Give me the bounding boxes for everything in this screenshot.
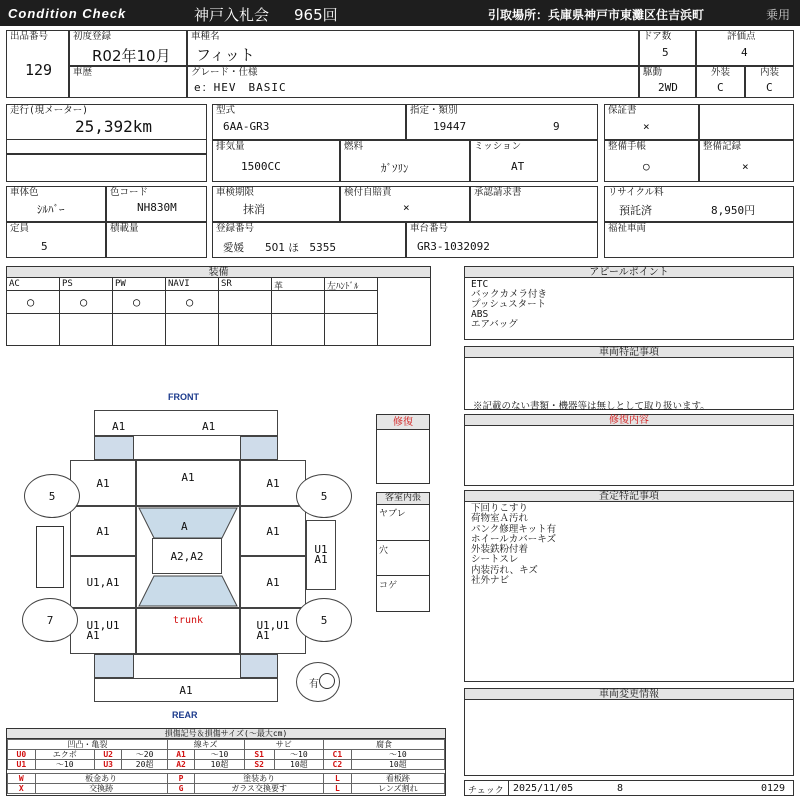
check-date: 2025/11/05 — [513, 783, 574, 794]
inspection-note-line: 外装鉄粉付着 — [471, 544, 529, 556]
equipment-item-box — [7, 290, 60, 314]
wheel-rear-left[interactable] — [22, 598, 78, 642]
history-label: 車歴 — [73, 67, 93, 78]
rear-label: REAR — [172, 710, 198, 720]
appeal-line: エアバッグ — [471, 319, 518, 330]
manual-value: ○ — [643, 160, 650, 173]
wheel-front-left[interactable] — [24, 474, 80, 518]
form-title: Condition Check — [8, 6, 127, 21]
front-label: FRONT — [168, 392, 199, 402]
first-reg-cell — [69, 30, 187, 66]
displacement-label: 排気量 — [216, 141, 245, 152]
equipment-item — [166, 278, 219, 346]
label-hood: A1 — [181, 471, 195, 484]
exterior-label: 外装 — [711, 67, 731, 78]
legend-cell: X — [8, 784, 36, 794]
vehicle-category: 乗用 — [766, 8, 791, 22]
wheel-front-right[interactable] — [296, 474, 352, 518]
inspection-note-line: シートスレ — [471, 554, 519, 566]
cabin-divider-1 — [377, 540, 429, 541]
spare-tire-icon — [319, 673, 335, 689]
grade-cell — [187, 66, 639, 98]
interior-cell — [745, 66, 794, 98]
vehicle-name: フィット — [196, 46, 255, 64]
legend-cell: 20超 — [122, 760, 167, 770]
equipment-item-label: 左ﾊﾝﾄﾞﾙ — [327, 282, 359, 292]
legend-cell: C2 — [324, 760, 352, 770]
equipment-item-value: ○ — [80, 295, 88, 309]
legend-title: 損傷記号＆損傷サイズ(〜最大cm) — [7, 729, 445, 739]
capacity-value: 5 — [41, 240, 48, 253]
label-fender-right: A1 — [266, 476, 280, 490]
legend-cell: 10超 — [274, 760, 323, 770]
pickup-location: 引取場所：兵庫県神戸市東灘区住吉浜町 — [488, 8, 705, 22]
insurance-label: 検付自賠責 — [344, 187, 392, 198]
legend-cell: 板金あり — [35, 774, 167, 784]
capacity-cell — [6, 222, 106, 258]
color-label: 車体色 — [10, 187, 39, 198]
legend-cell: L — [324, 784, 352, 794]
equipment-item — [7, 278, 60, 346]
warranty-cell — [604, 104, 699, 140]
cabin-divider-2 — [377, 575, 429, 576]
record-cell — [699, 140, 794, 182]
record-label: 整備記録 — [703, 141, 742, 152]
equipment-grid — [7, 278, 430, 346]
legend-cell: C1 — [324, 750, 352, 760]
label-rear-bumper: A1 — [179, 683, 193, 697]
doors-value: 5 — [662, 46, 669, 59]
special-title: 車両特記事項 — [465, 347, 793, 358]
special-panel — [464, 346, 794, 410]
inspection-note-line: ホイールカバーキズ — [471, 533, 557, 545]
inspection-notes-panel — [464, 490, 794, 682]
grade-value: e：HEV BASIC — [194, 81, 287, 94]
name-label: 車種名 — [191, 31, 220, 42]
doors-label: ドア数 — [643, 31, 672, 42]
first-reg-label: 初度登録 — [73, 31, 112, 42]
legend-cell: 〜10 — [195, 750, 244, 760]
inspection-note-line: 荷物室Ａ汚れ — [471, 513, 529, 525]
equipment-panel — [6, 266, 431, 346]
changes-panel — [464, 688, 794, 776]
equipment-item-label: NAVI — [168, 279, 190, 289]
shade-rear-right — [240, 654, 278, 678]
approval-cell — [470, 186, 598, 222]
appeal-line: ETC — [471, 279, 489, 290]
chassis-cell — [406, 222, 598, 258]
panel-door-rear-left[interactable] — [70, 556, 136, 608]
appeal-line: バックカメラ付き — [471, 289, 548, 300]
transmission-cell — [470, 140, 598, 182]
appeal-list — [471, 280, 547, 330]
manual-cell — [604, 140, 699, 182]
chassis-label: 車台番号 — [410, 223, 449, 234]
legend-cell: 10超 — [195, 760, 244, 770]
appeal-line: ABS — [471, 309, 489, 320]
score-label: 評価点 — [727, 31, 756, 42]
legend-cell: W — [8, 774, 36, 784]
inspection-label: 車検期限 — [216, 187, 255, 198]
panel-door-rear-right[interactable] — [240, 556, 306, 608]
cabin-box-label: 客室内張 — [377, 493, 429, 505]
history-cell — [69, 66, 187, 98]
color-code-value: NH830M — [137, 201, 177, 214]
label-door-front-left: A1 — [96, 524, 110, 538]
panel-rear-bumper[interactable] — [94, 678, 278, 702]
label-front-right: A1 — [202, 420, 216, 433]
repair-box-label: 修復 — [377, 415, 429, 430]
welfare-label: 福祉車両 — [608, 223, 647, 234]
legend-group: 線キズ — [167, 740, 244, 750]
insurance-cell — [340, 186, 470, 222]
inspection-value: 抹消 — [243, 203, 265, 216]
plate-cell — [212, 222, 406, 258]
transmission-value: AT — [511, 160, 525, 173]
drive-cell — [639, 66, 696, 98]
inspection-note-line: 下回りこすり — [471, 503, 529, 514]
drive-label: 駆動 — [643, 67, 663, 78]
drive-value: 2WD — [658, 81, 678, 94]
inspection-cell — [212, 186, 340, 222]
check-footer — [464, 780, 794, 796]
displacement-value: 1500CC — [241, 160, 281, 173]
score-cell — [696, 30, 794, 66]
equipment-item-label: PS — [62, 279, 73, 289]
wheel-rear-right[interactable] — [296, 598, 352, 642]
legend-cell: S2 — [244, 760, 274, 770]
equipment-item-label: PW — [115, 279, 126, 289]
label-windshield: A — [181, 520, 188, 533]
label-door-rear-right: A1 — [266, 575, 280, 589]
check-label: チェック — [468, 786, 504, 796]
panel-quarter-left[interactable] — [70, 608, 136, 654]
spare-label: 有 — [309, 678, 319, 690]
label-front-left: A1 — [112, 420, 126, 433]
equipment-item-label: AC — [9, 279, 20, 289]
rear-glass — [139, 576, 237, 606]
inspection-note-line: 内装汚れ、キズ — [471, 564, 538, 576]
repair-content-title: 修復内容 — [465, 415, 793, 426]
label-quarter-left: U1,U1 A1 — [86, 619, 120, 642]
label-fender-left: A1 — [96, 476, 110, 490]
car-diagram — [0, 380, 460, 720]
lot-label: 出品番号 — [10, 31, 49, 42]
label-roof: A2,A2 — [170, 549, 204, 563]
equipment-item-box — [60, 290, 113, 314]
legend-cell: 交換跡 — [35, 784, 167, 794]
panel-roof[interactable] — [152, 538, 222, 574]
mileage-divider — [7, 139, 206, 140]
auction-session: 965回 — [294, 6, 338, 24]
manual-label: 整備手帳 — [608, 141, 647, 152]
inspection-notes-title: 査定特記事項 — [465, 491, 793, 502]
load-cell — [106, 222, 207, 258]
color-code-cell — [106, 186, 207, 222]
panel-pillar-left[interactable] — [36, 526, 64, 588]
equipment-item-value: ○ — [186, 295, 194, 309]
first-reg-value: R02年10月 — [92, 47, 171, 65]
label-door-rear-left: U1,A1 — [86, 575, 120, 589]
auction-name: 神戸入札会 — [194, 6, 270, 24]
inspection-notes-list — [471, 504, 556, 586]
appeal-panel — [464, 266, 794, 340]
legend-cell: U3 — [94, 760, 122, 770]
capacity-label: 定員 — [10, 223, 30, 234]
check-divider — [508, 781, 509, 795]
legend-panel — [6, 728, 446, 796]
inspection-note-line: 社外ナビ — [471, 575, 510, 587]
legend-cell: 〜10 — [274, 750, 323, 760]
displacement-cell — [212, 140, 340, 182]
label-wheel-rear-right: 5 — [320, 613, 328, 627]
mileage-cell — [6, 104, 207, 154]
fuel-value: ｶﾞｿﾘﾝ — [381, 162, 409, 175]
legend-cell: ガラス交換要す — [195, 784, 324, 794]
equipment-item — [60, 278, 113, 346]
recycle-cell — [604, 186, 794, 222]
legend-cell: 看板跡 — [351, 774, 444, 784]
cabin-item-burn: コゲ — [379, 581, 398, 591]
recycle-status: 預託済 — [619, 204, 652, 217]
exterior-cell — [696, 66, 745, 98]
check-number: 8 — [617, 783, 624, 794]
legend-cell: 〜20 — [122, 750, 167, 760]
equipment-item-box — [325, 290, 378, 314]
mileage-extra-cell — [6, 154, 207, 182]
grade-label: グレード・仕様 — [191, 67, 258, 78]
legend-cell: 10超 — [351, 760, 444, 770]
transmission-label: ミッション — [474, 141, 522, 152]
legend-cell: S1 — [244, 750, 274, 760]
legend-cell: 塗装あり — [195, 774, 324, 784]
score-value: 4 — [741, 46, 748, 59]
designation-cell — [406, 104, 598, 140]
cabin-item-hole: 穴 — [379, 546, 389, 556]
check-code: 0129 — [761, 783, 786, 794]
exterior-grade: C — [717, 81, 724, 94]
label-pillar-right: U1 A1 — [314, 543, 328, 566]
legend-cell: U1 — [8, 760, 36, 770]
fuel-label: 燃料 — [344, 141, 364, 152]
name-cell — [187, 30, 639, 66]
legend-cell: A1 — [167, 750, 195, 760]
equipment-item — [325, 278, 378, 346]
warranty-value: × — [643, 120, 650, 133]
equipment-item-value: ○ — [27, 295, 35, 309]
equipment-title: 装備 — [7, 267, 430, 278]
load-label: 積載量 — [110, 223, 139, 234]
legend-cell: エクボ — [35, 750, 94, 760]
designation-value: 19447 — [433, 120, 467, 133]
label-quarter-right: U1,U1 A1 — [256, 619, 290, 642]
legend-cell: U2 — [94, 750, 122, 760]
designation-label: 指定・類別 — [410, 105, 458, 116]
legend-table — [7, 739, 445, 794]
appeal-title: アピールポイント — [465, 267, 793, 278]
equipment-item-label: 革 — [274, 282, 284, 292]
plate-label: 登録番号 — [216, 223, 255, 234]
legend-group: 腐食 — [324, 740, 445, 750]
bumper-lower — [94, 436, 278, 460]
legend-cell: 〜10 — [35, 760, 94, 770]
legend-cell: U0 — [8, 750, 36, 760]
shade-rear-left — [94, 654, 134, 678]
recycle-fee: 8,950円 — [711, 204, 756, 217]
legend-cell: レンズ割れ — [351, 784, 444, 794]
equipment-item-box — [219, 290, 272, 314]
panel-hood[interactable] — [136, 460, 240, 506]
mileage-value: 25,392km — [75, 117, 153, 136]
legend-group: サビ — [244, 740, 323, 750]
equipment-item-box — [113, 290, 166, 314]
spare-tire[interactable] — [296, 662, 340, 702]
panel-door-front-left[interactable] — [70, 506, 136, 556]
equipment-item — [272, 278, 325, 346]
insurance-value: × — [403, 201, 410, 214]
equipment-item-value: ○ — [133, 295, 141, 309]
doors-cell — [639, 30, 696, 66]
legend-cell: 〜10 — [351, 750, 444, 760]
label-wheel-rear-left: 7 — [46, 613, 54, 627]
lot-number: 129 — [25, 61, 53, 79]
color-cell — [6, 186, 106, 222]
chassis-value: GR3-1032092 — [417, 240, 490, 253]
legend-group: 凹凸・亀裂 — [8, 740, 168, 750]
panel-pillar-right[interactable] — [306, 520, 336, 590]
interior-grade: C — [766, 81, 773, 94]
special-note: ※記載のない書類・機器等は無しとして取り扱います。 — [473, 401, 710, 412]
panel-trunk[interactable] — [136, 608, 240, 654]
model-cell — [212, 104, 406, 140]
equipment-item-label: SR — [221, 279, 232, 289]
equipment-item — [113, 278, 166, 346]
label-wheel-front-right: 5 — [320, 489, 328, 503]
equipment-item-box — [166, 290, 219, 314]
welfare-cell — [604, 222, 794, 258]
recycle-label: リサイクル料 — [608, 187, 664, 198]
label-door-front-right: A1 — [266, 524, 280, 538]
lot-cell — [6, 30, 69, 98]
label-trunk: trunk — [172, 615, 204, 626]
appeal-line: プッシュスタート — [471, 299, 547, 310]
legend-cell: A2 — [167, 760, 195, 770]
model-value: 6AA-GR3 — [223, 120, 270, 133]
changes-title: 車両変更情報 — [465, 689, 793, 700]
header-bar — [0, 0, 800, 26]
equipment-item-box — [272, 290, 325, 314]
warranty-extra-cell — [699, 104, 794, 140]
color-value: ｼﾙﾊﾞｰ — [37, 203, 65, 216]
cabin-item-tear: ヤブレ — [379, 509, 406, 519]
warranty-label: 保証書 — [608, 105, 637, 116]
legend-cell: L — [324, 774, 352, 784]
label-wheel-front-left: 5 — [48, 489, 56, 503]
cabin-box-panel — [376, 492, 430, 612]
legend-cell: G — [167, 784, 195, 794]
approval-label: 承認請求書 — [474, 187, 522, 198]
windshield-glass — [139, 508, 237, 538]
repair-content-panel — [464, 414, 794, 486]
record-value: × — [742, 160, 749, 173]
mileage-label: 走行(現メーター) — [10, 105, 88, 116]
equipment-item — [219, 278, 272, 346]
panel-door-front-right[interactable] — [240, 506, 306, 556]
panel-fender-left[interactable] — [70, 460, 136, 506]
legend-cell: P — [167, 774, 195, 784]
repair-box — [376, 414, 430, 484]
class-value: 9 — [553, 120, 560, 133]
model-label: 型式 — [216, 105, 236, 116]
fuel-cell — [340, 140, 470, 182]
inspection-note-line: パンク修理キット有 — [471, 523, 557, 535]
interior-label: 内装 — [760, 67, 780, 78]
color-code-label: 色コード — [110, 187, 149, 198]
plate-value: 愛媛 501 ほ 5355 — [223, 242, 337, 254]
